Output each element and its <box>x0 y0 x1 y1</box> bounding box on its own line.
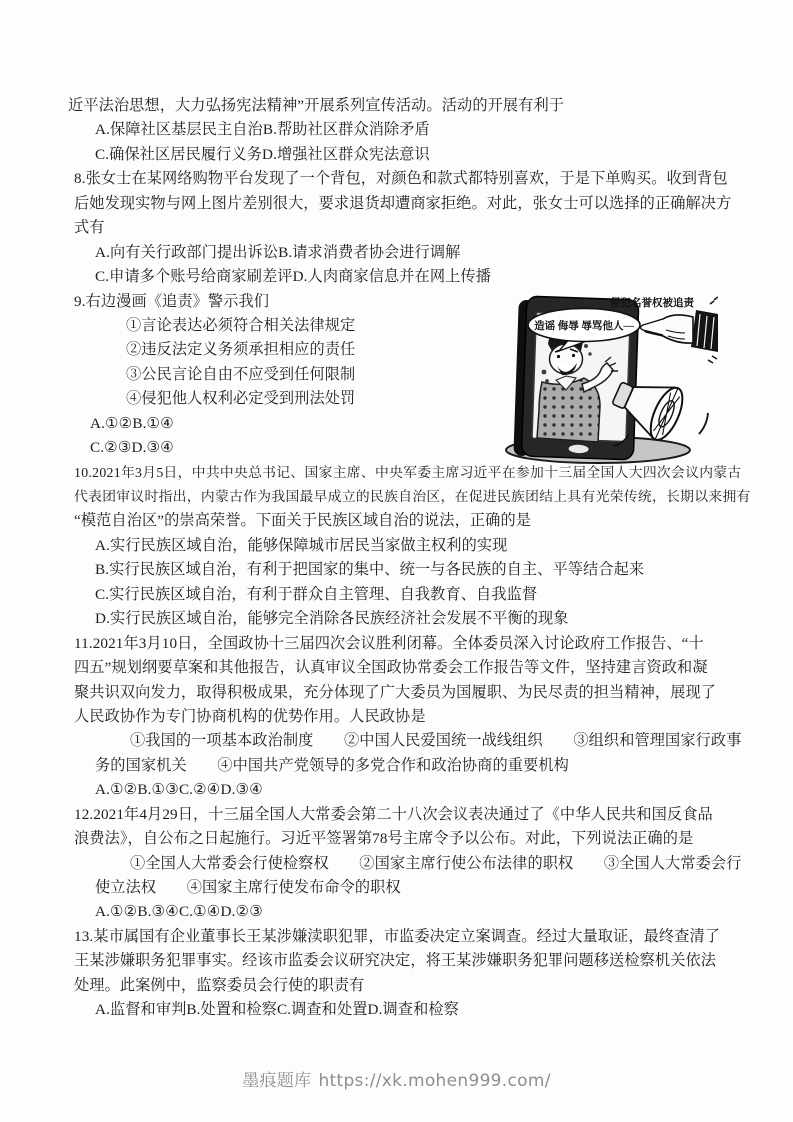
options-line: A.实行民族区域自治，能够保障城市居民当家做主权利的实现 <box>95 536 508 554</box>
question-11 <box>74 632 746 803</box>
question-stem-line: 代表团审议时指出，内蒙古作为我国最早成立的民族自治区，在促进民族团结上具有光荣传统，长期以来拥有 <box>74 489 751 504</box>
numbered-item-line: 使立法权 ④国家主席行使发布命令的职权 <box>95 879 401 896</box>
question-stem-line: 处理。此案例中，监察委员会行使的职责有 <box>74 976 365 994</box>
numbered-item-line: ①言论表达必须符合相关法律规定 <box>126 316 356 334</box>
numbered-item-line: ①全国人大常委会行使检察权 ②国家主席行使公布法律的职权 ③全国人大常委会行 <box>130 854 742 872</box>
question-stem-line: 9.右边漫画《追责》警示我们 <box>74 292 270 310</box>
options-line: A.①②B.③④C.①④D.②③ <box>95 903 263 921</box>
question-stem-line: 浪费法》，自公布之日起施行。习近平签署第78号主席令予以公布。对此，下列说法正确的是 <box>74 830 694 848</box>
options-line: D.实行民族区域自治，能够完全消除各民族经济社会发展不平衡的现象 <box>95 610 569 628</box>
question-stem-line: 式有 <box>74 219 105 237</box>
options-line: C.申请多个账号给商家刷差评D.人肉商家信息并在网上传播 <box>95 268 491 286</box>
options-line: A.监督和审判B.处置和检察C.调查和处置D.调查和检察 <box>95 1001 459 1019</box>
options-line: B.实行民族区域自治，有利于把国家的集中、统一与各民族的自主、平等结合起来 <box>95 561 645 579</box>
exam-text-column <box>68 94 751 1023</box>
footer-site-name: 墨痕题库 <box>242 1071 312 1091</box>
comic-caption-text: 侵犯名誉权被追责 <box>610 298 694 309</box>
numbered-item-line: ③公民言论自由不应受到任何限制 <box>126 365 356 383</box>
question-8 <box>74 167 746 289</box>
options-line: A.①②B.①③C.②④D.③④ <box>95 781 263 799</box>
numbered-item-line: 务的国家机关 ④中国共产党领导的多党合作和政治协商的重要机构 <box>95 756 569 774</box>
question-stem-line: 10.2021年3月5日，中共中央总书记、国家主席、中央军委主席习近平在参加十三届全国人大四次会议内蒙古 <box>74 464 742 480</box>
numbered-item-line: ②违反法定义务须承担相应的责任 <box>126 341 356 359</box>
options-line: A.保障社区基层民主自治B.帮助社区群众消除矛盾 <box>95 121 430 139</box>
numbered-item-line: ①我国的一项基本政治制度 ②中国人民爱国统一战线组织 ③组织和管理国家行政事 <box>130 732 742 750</box>
options-line: C.实行民族区域自治，有利于群众自主管理、自我教育、自我监督 <box>95 585 538 603</box>
question-13 <box>74 925 746 1023</box>
bubble-text: 造谣 侮辱 辱骂他人— <box>534 321 634 332</box>
options-line: A.①②B.①④ <box>90 414 174 432</box>
question-12 <box>74 803 746 925</box>
question-stem-line: 四五”规划纲要草案和其他报告，认真审议全国政协常委会工作报告等文件，坚持建言资政和凝 <box>74 659 708 677</box>
paragraph-line: 近平法治思想，大力弘扬宪法精神”开展系列宣传活动。活动的开展有利于 <box>68 97 565 114</box>
question-stem-line: 王某涉嫌职务犯罪事实。经该市监委会议研究决定，将王某涉嫌职务犯罪问题移送检察机关依法 <box>74 952 717 970</box>
question-10 <box>74 461 751 632</box>
question-stem-line: 后她发现实物与网上图片差别很大，要求退货却遭商家拒绝。对此，张女士可以选择的正确解决方 <box>74 194 732 212</box>
options-line: C.②③D.③④ <box>90 439 174 457</box>
footer-url-link[interactable]: https://xk.mohen999.com/ <box>318 1071 551 1091</box>
comic-illustration <box>496 286 718 468</box>
question-stem-line: 人民政协作为专门协商机构的优势作用。人民政协是 <box>74 707 426 725</box>
question-stem-line: 8.张女士在某网络购物平台发现了一个背包，对颜色和款式都特别喜欢，于是下单购买。收到背包 <box>74 170 728 188</box>
question-stem-line: 12.2021年4月29日，十三届全国人大常委会第二十八次会议表决通过了《中华人民共和国反食品 <box>74 805 713 823</box>
footer-watermark <box>0 1066 793 1091</box>
comic-zhuize <box>496 286 718 468</box>
question-stem-line: 聚共识双向发力，取得积极成果，充分体现了广大委员为国履职、为民尽责的担当精神，展现了 <box>74 683 717 701</box>
question-stem-line: “模范自治区”的崇高荣誉。下面关于民族区域自治的说法，正确的是 <box>74 512 532 530</box>
options-line: C.确保社区居民履行义务D.增强社区群众宪法意识 <box>95 145 430 163</box>
question-7-continuation <box>68 94 746 167</box>
question-stem-line: 11.2021年3月10日，全国政协十三届四次会议胜利闭幕。全体委员深入讨论政府工作报告、“十 <box>74 634 704 652</box>
options-line: A.向有关行政部门提出诉讼B.请求消费者协会进行调解 <box>95 243 461 261</box>
numbered-item-line: ④侵犯他人权利必定受到刑法处罚 <box>126 390 356 408</box>
question-stem-line: 13.某市属国有企业董事长王某涉嫌渎职犯罪，市监委决定立案调查。经过大量取证，最终查清了 <box>74 927 721 945</box>
